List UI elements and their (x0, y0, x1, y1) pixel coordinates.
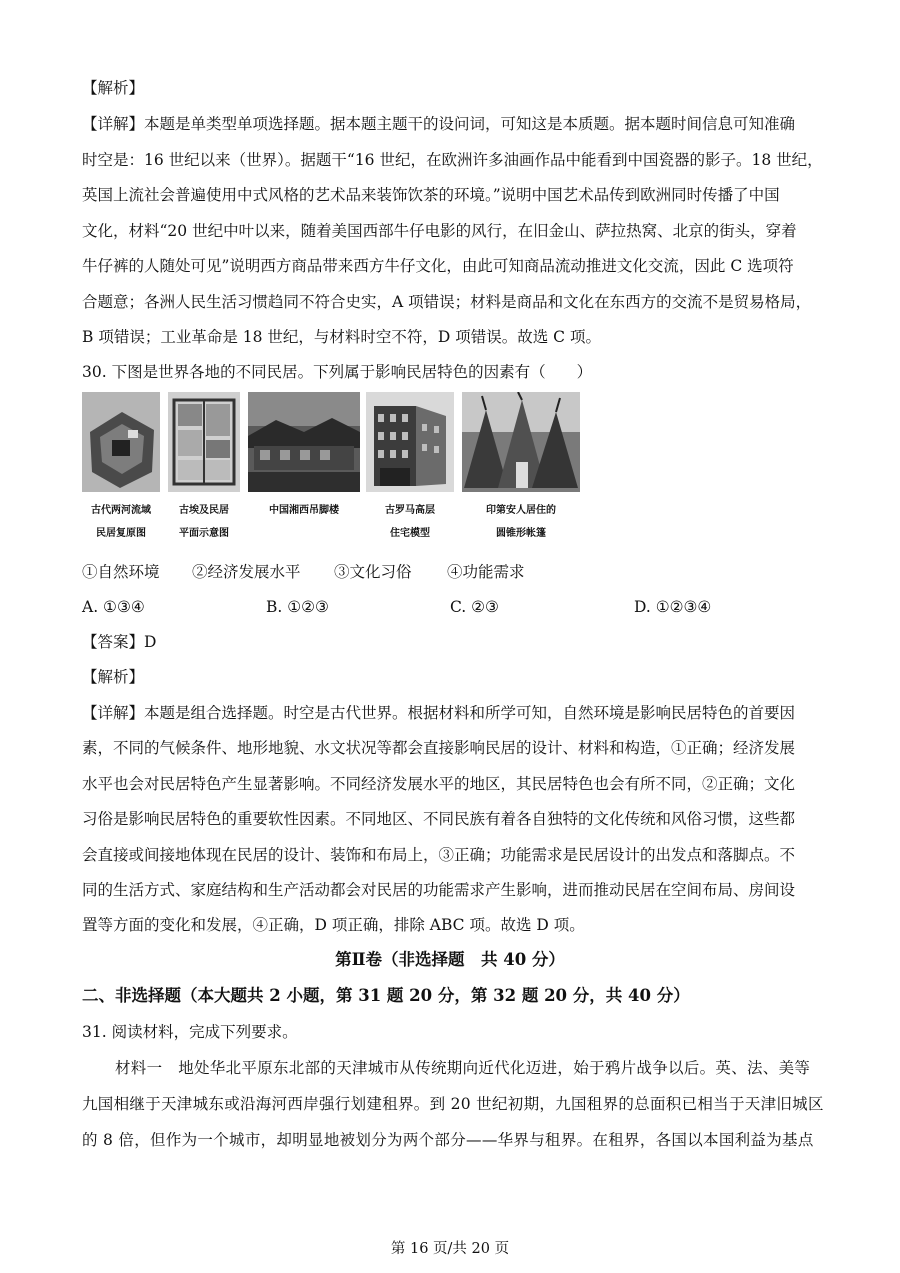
dwelling-figure-5 (462, 392, 580, 539)
material-line: 材料一 地处华北平原东北部的天津城市从传统期向近代化迈进，始于鸦片战争以后。英、法、美等 (115, 1059, 811, 1077)
image-caption-line: 圆锥形帐篷 (496, 528, 546, 539)
option-a: A. ①③④ (82, 598, 145, 616)
dwelling-figure-1 (82, 392, 160, 539)
option-c: C. ②③ (450, 598, 499, 616)
q30-detail-line: 置等方面的变化和发展，④正确，D 项正确，排除 ABC 项。故选 D 项。 (82, 916, 585, 934)
q29-detail-line: 合题意；各洲人民生活习惯趋同不符合史实，A 项错误；材料是商品和文化在东西方的交流不是贸易格局， (82, 293, 812, 311)
q30-answer: 【答案】D (82, 633, 157, 651)
q30-stem: 30. 下图是世界各地的不同民居。下列属于影响民居特色的因素有（ ） (82, 363, 593, 381)
dwelling-figure-3 (248, 392, 360, 518)
q30-detail-line: 素，不同的气候条件、地形地貌、水文状况等都会直接影响民居的设计、材料和构造，①正确；经济发展 (82, 739, 796, 757)
image-caption-line: 中国湘西吊脚楼 (269, 505, 339, 516)
page-number: 第 16 页/共 20 页 (390, 1241, 510, 1257)
q30-detail-line: 同的生活方式、家庭结构和生产活动都会对民居的功能需求产生影响，进而推动民居在空间布局、房间设 (82, 881, 796, 899)
dwelling-figure-4 (366, 392, 454, 539)
mesopotamia-dwelling-image (82, 392, 160, 492)
q30-detail-line: 会直接或间接地体现在民居的设计、装饰和布局上，③正确；功能需求是民居设计的出发点和落脚点。不 (82, 846, 796, 864)
image-caption-line: 古代两河流域 (91, 505, 151, 516)
roman-insula-model-image (366, 392, 454, 492)
egypt-dwelling-plan-image (168, 392, 240, 492)
q29-detail-line: B 项错误；工业革命是 18 世纪，与材料时空不符，D 项错误。故选 C 项。 (82, 328, 601, 346)
factor-item: ②经济发展水平 (192, 563, 301, 581)
option-d: D. ①②③④ (634, 598, 712, 616)
image-caption-line: 平面示意图 (179, 528, 229, 539)
image-caption-line: 印第安人居住的 (486, 505, 556, 516)
factor-item: ①自然环境 (82, 563, 160, 581)
image-caption-line: 住宅模型 (390, 528, 430, 539)
volume-title: 第Ⅱ卷（非选择题 共 40 分） (335, 950, 565, 969)
image-caption-line: 古埃及民居 (179, 505, 229, 516)
material-line: 九国相继于天津城东或沿海河西岸强行划建租界。到 20 世纪初期，九国租界的总面积已相当于天津旧城区 (82, 1095, 824, 1113)
q29-detail-line: 牛仔裤的人随处可见”说明西方商品带来西方牛仔文化，由此可知商品流动推进文化交流，因此 C 选项符 (82, 257, 794, 275)
xiangxi-stilt-house-image (248, 392, 360, 492)
factor-item: ③文化习俗 (334, 563, 412, 581)
q29-analysis-label: 【解析】 (82, 79, 145, 97)
image-caption-line: 民居复原图 (96, 528, 146, 539)
image-caption-line: 古罗马高层 (385, 505, 435, 516)
q29-detail-line: 英国上流社会普遍使用中式风格的艺术品来装饰饮茶的环境。”说明中国艺术品传到欧洲同时传播了中国 (82, 186, 780, 204)
q30-detail-line: 习俗是影响民居特色的重要软性因素。不同地区、不同民族有着各自独特的文化传统和风俗习惯，这些都 (82, 810, 796, 828)
option-b: B. ①②③ (266, 598, 329, 616)
section-title: 二、非选择题（本大题共 2 小题，第 31 题 20 分，第 32 题 20 分，共 40 分） (82, 986, 690, 1005)
q29-detail-line: 文化，材料“20 世纪中叶以来，随着美国西部牛仔电影的风行，在旧金山、萨拉热窝、北京的街头，穿着 (82, 222, 797, 240)
material-line: 的 8 倍，但作为一个城市，却明显地被划分为两个部分——华界与租界。在租界，各国以本国利益为基点 (82, 1131, 814, 1149)
q30-analysis-label: 【解析】 (82, 668, 145, 686)
q29-detail-line: 时空是：16 世纪以来（世界）。据题干“16 世纪，在欧洲许多油画作品中能看到中国瓷器的影子。18 世纪， (82, 151, 823, 169)
dwelling-figure-2 (168, 392, 240, 539)
tipi-tent-image (462, 392, 580, 492)
q30-detail-line: 水平也会对民居特色产生显著影响。不同经济发展水平的地区，其民居特色也会有所不同，②正确；文化 (82, 775, 796, 793)
factor-item: ④功能需求 (447, 563, 525, 581)
q29-detail-line: 【详解】本题是单类型单项选择题。据本题主题干的设问词，可知这是本质题。据本题时间信息可知准确 (82, 115, 796, 133)
q30-detail-line: 【详解】本题是组合选择题。时空是古代世界。根据材料和所学可知，自然环境是影响民居特色的首要因 (82, 704, 796, 722)
q31-stem: 31. 阅读材料，完成下列要求。 (82, 1023, 298, 1041)
